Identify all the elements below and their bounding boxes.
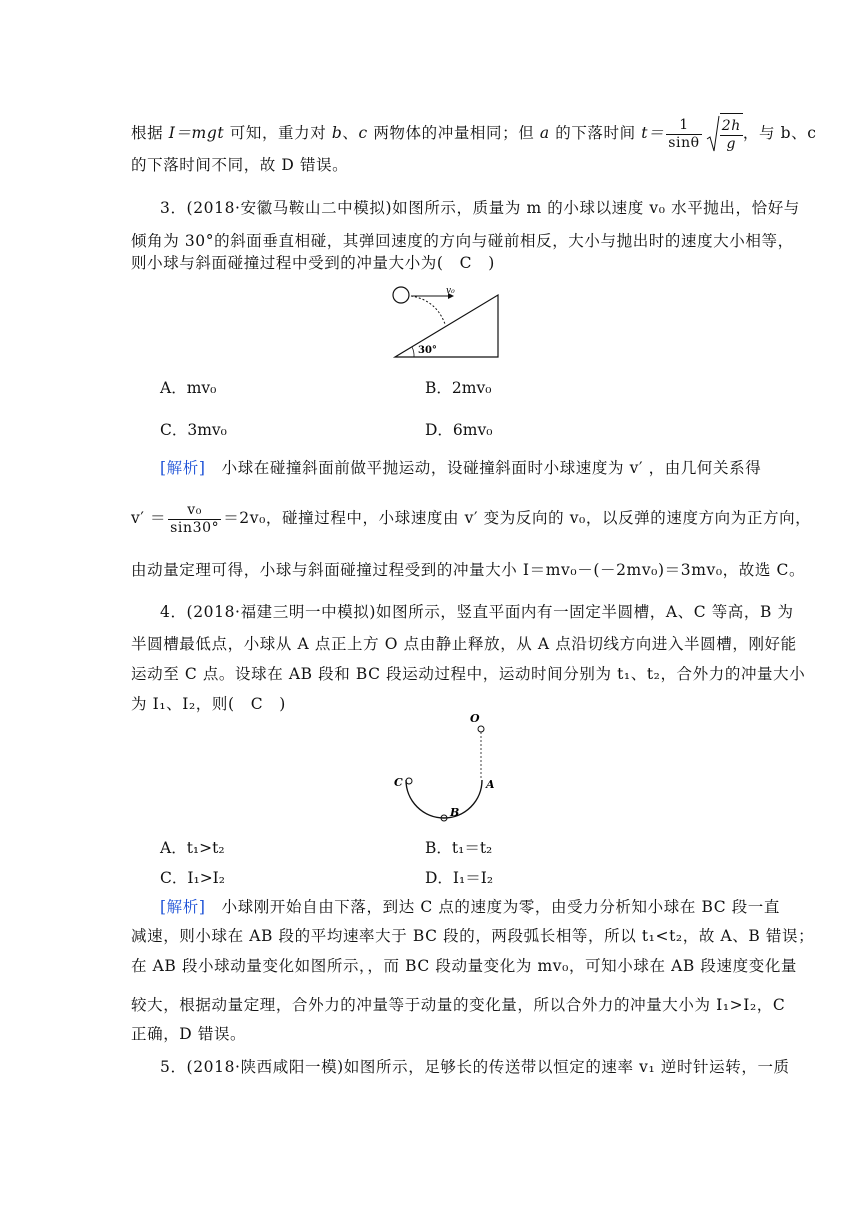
q4-option-d: D．I₁＝I₂ [425,869,494,887]
radical-sign-icon [706,115,720,153]
fraction-numerator: v₀ [168,502,221,520]
text: ，与 b、c [742,124,817,142]
var-t: t＝ [641,124,665,142]
answer-4-line-5: 正确，D 错误。 [131,1025,247,1043]
text: 、 [342,124,359,142]
fraction-v0-over-sin30 [168,502,221,537]
point-a-label: A [486,778,495,791]
text: ＝2v₀，碰撞过程中，小球速度由 v′ 变为反向的 v₀，以反弹的速度方向为正方向， [223,509,812,527]
text: 的下落时间 [549,124,642,142]
answer-3-line-3: 由动量定理可得，小球与斜面碰撞过程受到的冲量大小 I＝mv₀－(－2mv₀)＝3mv₀，故选 C。 [131,561,806,579]
q3-option-d: D．6mv₀ [425,421,493,439]
answer-4-line-3: 在 AB 段小球动量变化如图所示，，而 BC 段动量变化为 mv₀，可知小球在 AB 段速度变化量 [131,957,798,975]
text: 小球在碰撞斜面前做平抛运动，设碰撞斜面时小球速度为 v′ ，由几何关系得 [205,459,762,477]
fraction-1-over-sin [666,117,702,152]
analysis-tag: [解析] [160,898,206,916]
sqrt-expression [706,113,743,156]
figure-incline-projectile [388,282,528,362]
answer-4-line-2: 减速，则小球在 AB 段的平均速率大于 BC 段的，两段弧长相等，所以 t₁<t₂，故 A、B 错误； [131,927,815,945]
fraction-denominator: sin30° [170,519,220,536]
answer-3-line-2 [131,498,812,538]
fraction-numerator: 1 [666,117,702,135]
question-3-line-1: 3．(2018·安徽马鞍山二中模拟)如图所示，质量为 m 的小球以速度 v₀ 水平抛出，恰好与 [160,199,800,217]
text: 可知，重力对 [224,124,332,142]
q4-option-b: B．t₁＝t₂ [425,839,493,857]
figure-semicircle-groove [390,708,510,828]
text: v′ ＝ [131,509,167,527]
var-a: a [539,124,550,142]
question-3-line-3: 则小球与斜面碰撞过程中受到的冲量大小为( C ) [131,254,495,272]
question-4-line-4: 为 I₁、I₂，则( C ) [131,695,286,713]
sqrt-numerator: 2h [721,118,741,134]
q3-option-c: C．3mv₀ [160,421,227,439]
formula: I＝mgt [168,124,225,142]
fraction-denominator: sinθ [668,134,700,151]
question-4-line-2: 半圆槽最低点，小球从 A 点正上方 O 点由静止释放，从 A 点沿切线方向进入半圆槽，刚好能 [131,635,797,653]
point-c-label: C [394,776,403,789]
point-o-label: O [470,712,480,725]
sqrt-denominator: g [726,136,737,152]
answer-4-line-1 [160,897,781,917]
var-b: b [331,124,343,142]
angle-label: 30° [418,345,437,356]
velocity-label: v₀ [446,286,455,296]
ball-icon [393,287,409,303]
text-line-2: 的下落时间不同，故 D 错误。 [131,156,349,174]
question-3-line-2: 倾角为 30°的斜面垂直相碰，其弹回速度的方向与碰前相反，大小与抛出时的速度大小相等， [131,232,794,250]
q3-option-b: B．2mv₀ [425,379,492,397]
text-line-1 [131,112,817,154]
point-b-label: B [450,806,460,819]
var-c: c [358,124,368,142]
text: 根据 [131,124,169,142]
analysis-tag: [解析] [160,459,206,477]
q3-option-a: A．mv₀ [160,379,217,397]
answer-4-line-4: 较大，根据动量定理，合外力的冲量等于动量的变化量，所以合外力的冲量大小为 I₁>I₂，C [131,996,786,1014]
q4-option-a: A．t₁>t₂ [160,839,225,857]
answer-3-line-1 [160,458,762,478]
question-4-line-1: 4．(2018·福建三明一中模拟)如图所示，竖直平面内有一固定半圆槽，A、C 等高，B 为 [160,603,794,621]
question-5-line-1: 5．(2018·陕西咸阳一模)如图所示，足够长的传送带以恒定的速率 v₁ 逆时针运转，一质 [160,1058,790,1076]
q4-option-c: C．I₁>I₂ [160,869,226,887]
text: 小球刚开始自由下落，到达 C 点的速度为零，由受力分析知小球在 BC 段一直 [205,898,781,916]
question-4-line-3: 运动至 C 点。设球在 AB 段和 BC 段运动过程中，运动时间分别为 t₁、t₂，合外力的冲量大小 [131,665,806,683]
text: 两物体的冲量相同；但 [367,124,540,142]
